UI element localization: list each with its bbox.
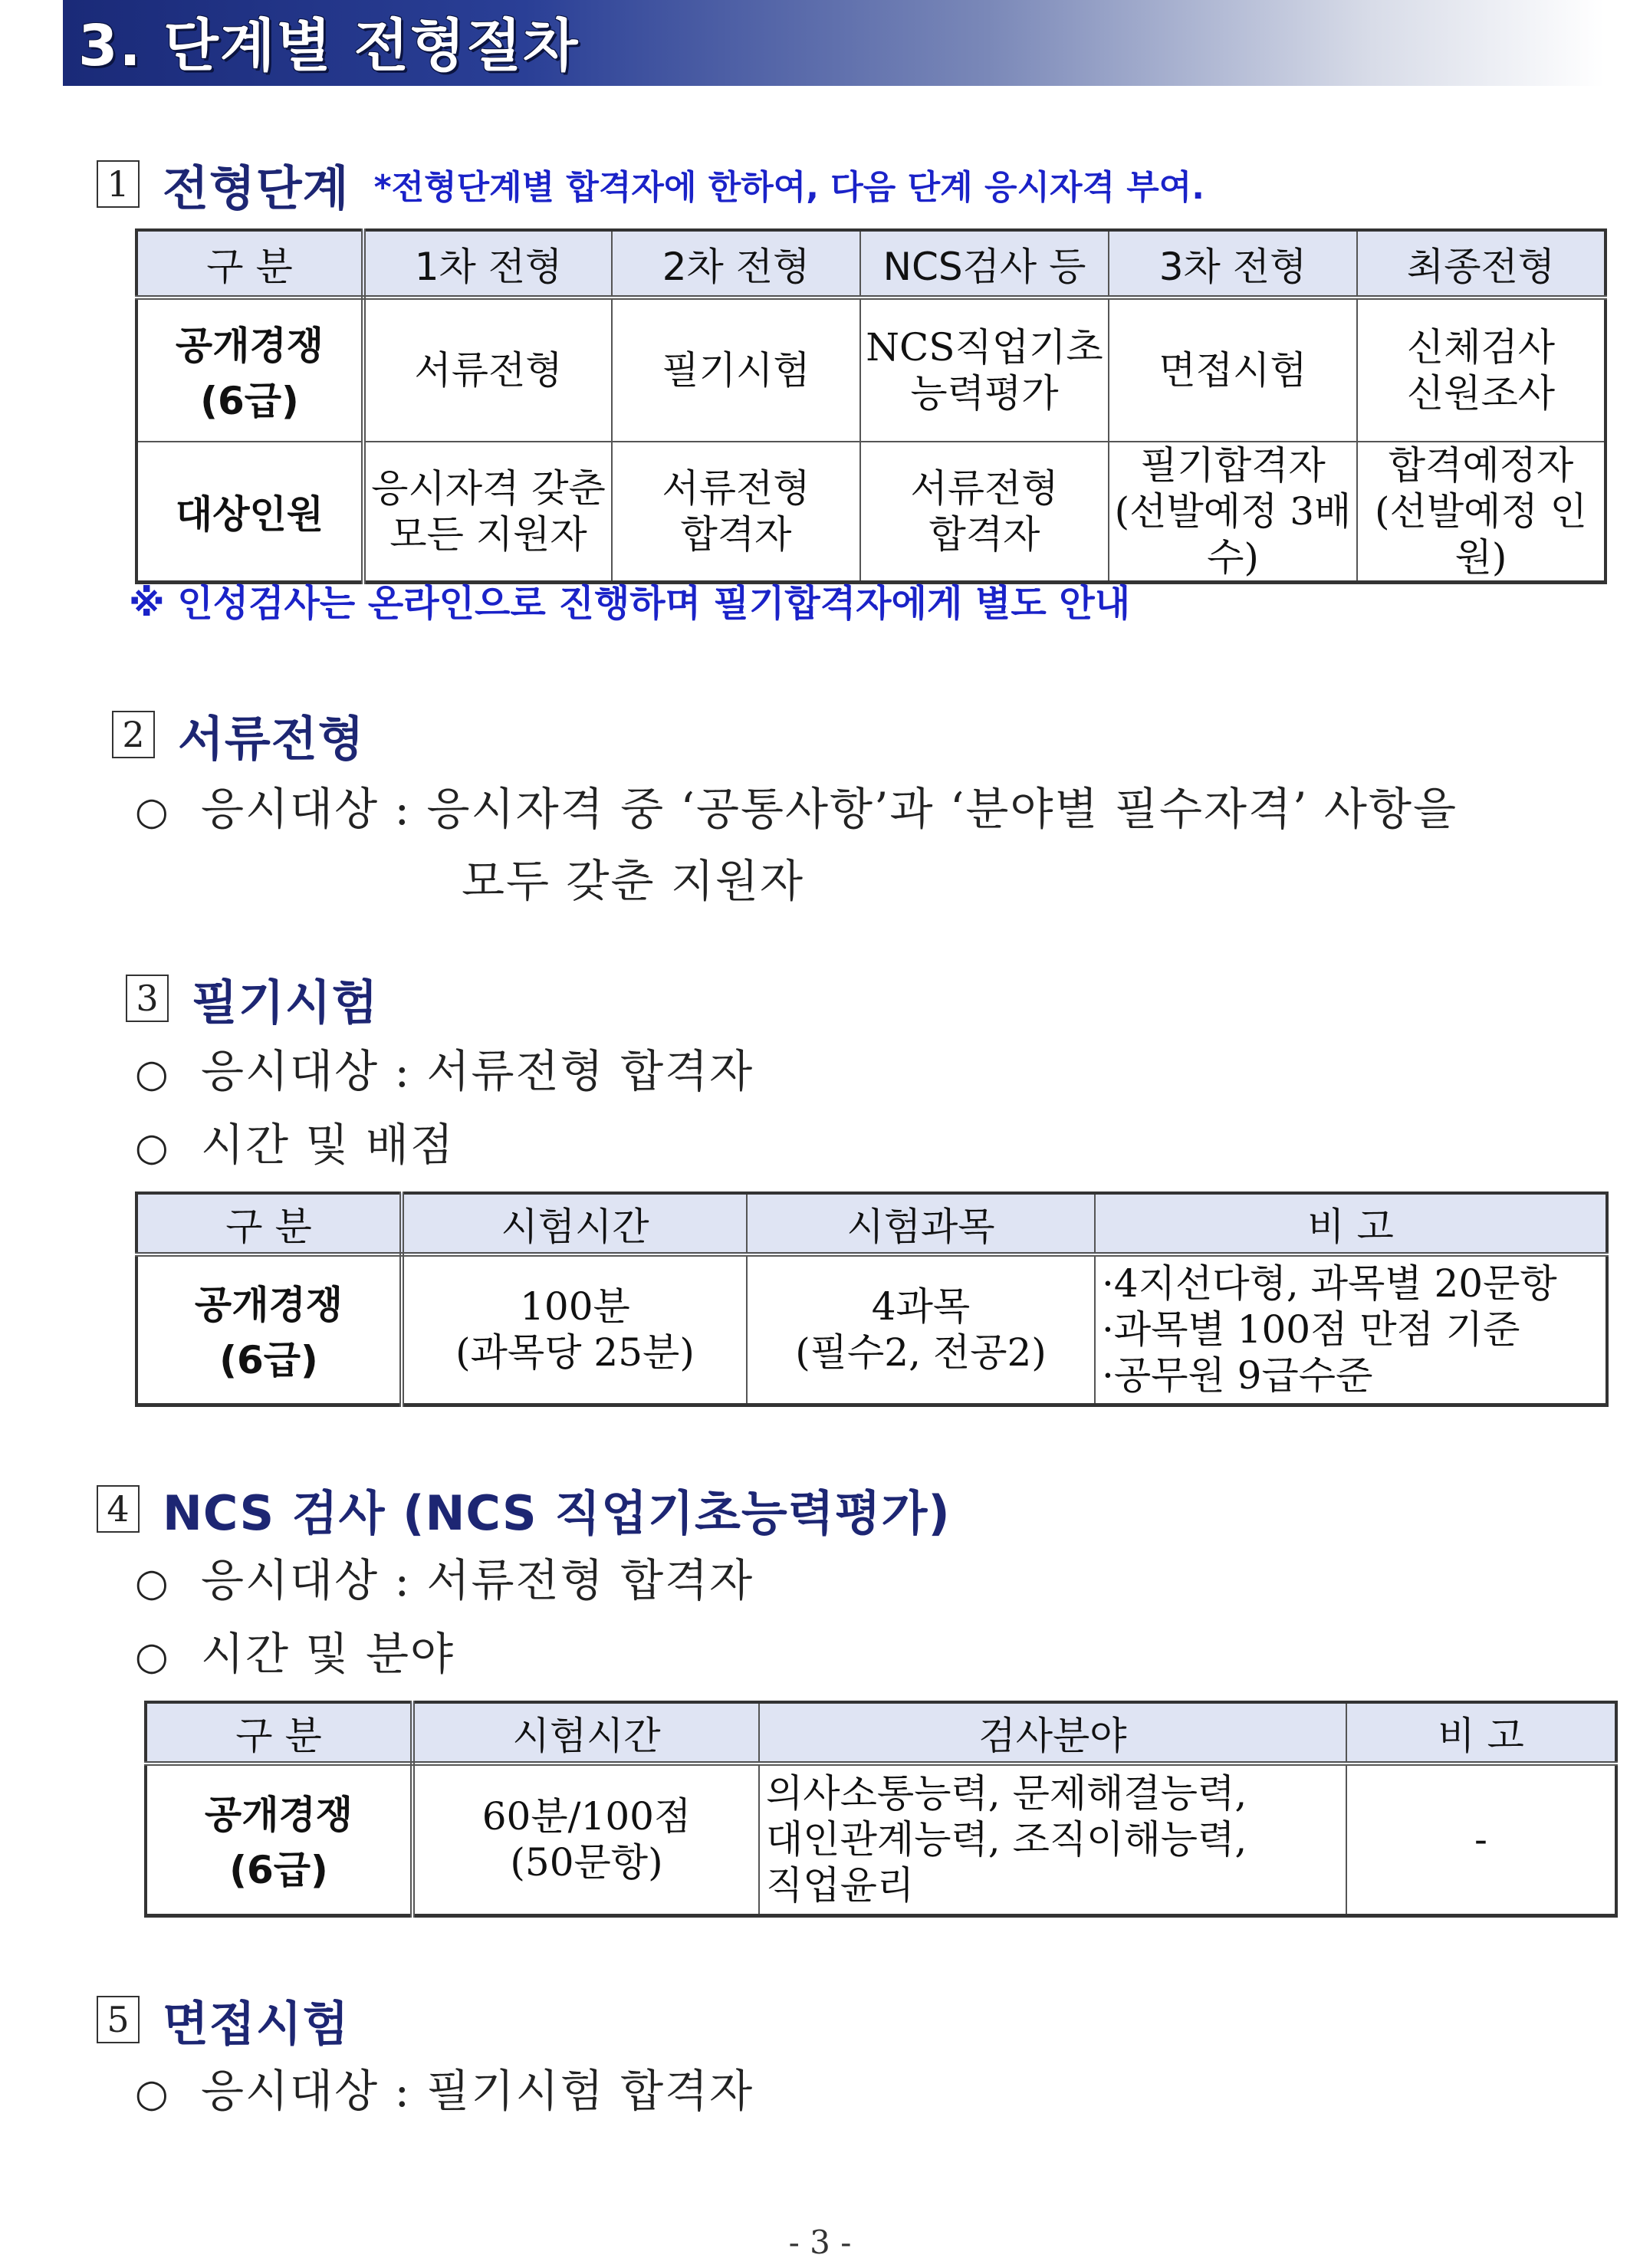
header-category: 구 분	[136, 230, 363, 297]
row-head-target: 대상인원	[136, 442, 363, 583]
header-time: 시험시간	[402, 1193, 747, 1254]
circle-bullet-icon: ○	[135, 1051, 170, 1096]
bullet-ncs-time	[135, 1618, 455, 1682]
bullet-text: 응시대상 : 서류전형 합격자	[201, 1045, 754, 1097]
row-head-line: (6급)	[219, 1338, 318, 1383]
cell-target-1	[363, 442, 612, 583]
cell-line: 신원조사	[1406, 371, 1556, 416]
cell-line: ·공무원 9급수준	[1102, 1353, 1373, 1399]
header-subjects: 시험과목	[747, 1193, 1095, 1254]
row-head-line: (6급)	[200, 379, 299, 423]
cell-line-small: (선발예정 인원)	[1375, 489, 1587, 580]
cell-line: ·4지선다형, 과목별 20문항	[1102, 1261, 1557, 1307]
bullet-text: 응시대상 : 응시자격 중 ‘공통사항’과 ‘분야별 필수자격’ 사항을	[201, 783, 1458, 835]
cell-written-exam: 필기시험	[612, 297, 860, 442]
personality-test-notice: ※ 인성검사는 온라인으로 진행하며 필기합격자에게 별도 안내	[129, 582, 1131, 625]
section-number: 5	[97, 1996, 140, 2043]
header-final: 최종전형	[1357, 230, 1605, 297]
bullet-text: 응시대상 : 서류전형 합격자	[201, 1554, 754, 1606]
header-remarks: 비 고	[1346, 1702, 1616, 1763]
cell-line: ·과목별 100점 만점 기준	[1102, 1307, 1520, 1353]
cell-target-5	[1357, 442, 1605, 583]
section-title: 전형단계	[163, 159, 350, 216]
circle-bullet-icon: ○	[135, 789, 170, 833]
cell-target-4	[1109, 442, 1357, 583]
cell-ncs-assessment	[860, 297, 1109, 442]
row-head-line: 공개경쟁	[175, 324, 324, 368]
cell-final-check	[1357, 297, 1605, 442]
section-title: NCS 검사 (NCS 직업기초능력평가)	[163, 1484, 951, 1541]
circle-bullet-icon: ○	[135, 1125, 170, 1169]
cell-line: 60분/100점	[481, 1794, 692, 1839]
bullet-text: 시간 및 분야	[201, 1628, 455, 1680]
cell-line: 합격자	[928, 512, 1040, 557]
cell-line: 합격예정자	[1388, 443, 1574, 488]
row-head-open-competition	[136, 1254, 402, 1405]
cell-line: NCS직업기초	[866, 325, 1103, 370]
cell-line: 직업윤리	[766, 1863, 915, 1908]
written-exam-table	[135, 1192, 1609, 1407]
cell-target-2	[612, 442, 860, 583]
cell-exam-remarks	[1095, 1254, 1607, 1405]
row-head-line: (6급)	[229, 1848, 328, 1893]
section-title: 서류전형	[178, 710, 365, 767]
cell-line: 응시자격 갖춘	[371, 466, 606, 511]
cell-target-3	[860, 442, 1109, 583]
bullet-ncs-target	[135, 1544, 754, 1609]
row-head-line: 공개경쟁	[204, 1793, 353, 1838]
header-remarks: 비 고	[1095, 1193, 1607, 1254]
cell-line: 모든 지원자	[389, 512, 587, 557]
section-number: 4	[97, 1485, 140, 1533]
bullet-continuation: 모두 갖춘 지원자	[462, 855, 805, 907]
header-stage-3: 3차 전형	[1109, 230, 1357, 297]
page-number: - 3 -	[788, 2224, 852, 2261]
cell-line: (50문항)	[510, 1840, 663, 1885]
header-stage-1: 1차 전형	[363, 230, 612, 297]
cell-line: 합격자	[680, 512, 792, 557]
cell-ncs-remarks: -	[1346, 1763, 1616, 1915]
cell-ncs-time	[412, 1763, 759, 1915]
cell-line: 신체검사	[1406, 325, 1556, 370]
section-5-heading	[97, 1989, 350, 2050]
section-note: *전형단계별 합격자에 한하여, 다음 단계 응시자격 부여.	[373, 168, 1205, 207]
circle-bullet-icon: ○	[135, 1560, 170, 1605]
cell-line: 서류전형	[662, 466, 810, 511]
bullet-text: 응시대상 : 필기시험 합격자	[201, 2065, 754, 2117]
header-category: 구 분	[146, 1702, 412, 1763]
cell-interview: 면접시험	[1109, 297, 1357, 442]
header-ncs: NCS검사 등	[860, 230, 1109, 297]
header-time: 시험시간	[412, 1702, 759, 1763]
bullet-written-time	[135, 1109, 455, 1173]
header-stage-2: 2차 전형	[612, 230, 860, 297]
cell-exam-time	[402, 1254, 747, 1405]
page-title: 3. 단계별 전형절차	[78, 13, 580, 79]
cell-line: (과목당 25분)	[455, 1330, 695, 1376]
cell-line: 의사소통능력, 문제해결능력,	[766, 1771, 1247, 1816]
cell-exam-subjects	[747, 1254, 1095, 1405]
cell-line: 필기합격자	[1140, 443, 1326, 488]
section-number: 1	[97, 160, 140, 208]
section-3-heading	[126, 968, 379, 1029]
section-4-heading	[97, 1478, 951, 1540]
row-head-open-competition	[136, 297, 363, 442]
cell-line: 능력평가	[910, 371, 1059, 416]
row-head-line: 공개경쟁	[194, 1283, 343, 1328]
header-category: 구 분	[136, 1193, 402, 1254]
section-number: 3	[126, 975, 169, 1022]
cell-ncs-fields	[759, 1763, 1346, 1915]
bullet-written-target	[135, 1035, 754, 1099]
cell-line: 서류전형	[910, 466, 1059, 511]
circle-bullet-icon: ○	[135, 2071, 170, 2115]
cell-line: 100분	[520, 1284, 630, 1330]
header-fields: 검사분야	[759, 1702, 1346, 1763]
cell-line-small: (선발예정 3배수)	[1114, 489, 1352, 580]
row-head-open-competition	[146, 1763, 412, 1915]
ncs-assessment-table	[144, 1701, 1618, 1918]
section-1-heading	[97, 153, 1205, 215]
section-title: 필기시험	[192, 974, 379, 1030]
circle-bullet-icon: ○	[135, 1634, 170, 1678]
cell-line: 대인관계능력, 조직이해능력,	[766, 1817, 1247, 1862]
bullet-text: 시간 및 배점	[201, 1119, 455, 1171]
section-number: 2	[112, 711, 155, 758]
section-2-heading	[112, 704, 365, 765]
cell-line: 4과목	[871, 1284, 971, 1330]
cell-document-screening: 서류전형	[363, 297, 612, 442]
cell-line: (필수2, 전공2)	[795, 1330, 1047, 1376]
bullet-document-target	[135, 773, 1458, 837]
section-title: 면접시험	[163, 1995, 350, 2052]
bullet-interview-target	[135, 2055, 754, 2119]
screening-stages-table	[135, 228, 1607, 584]
